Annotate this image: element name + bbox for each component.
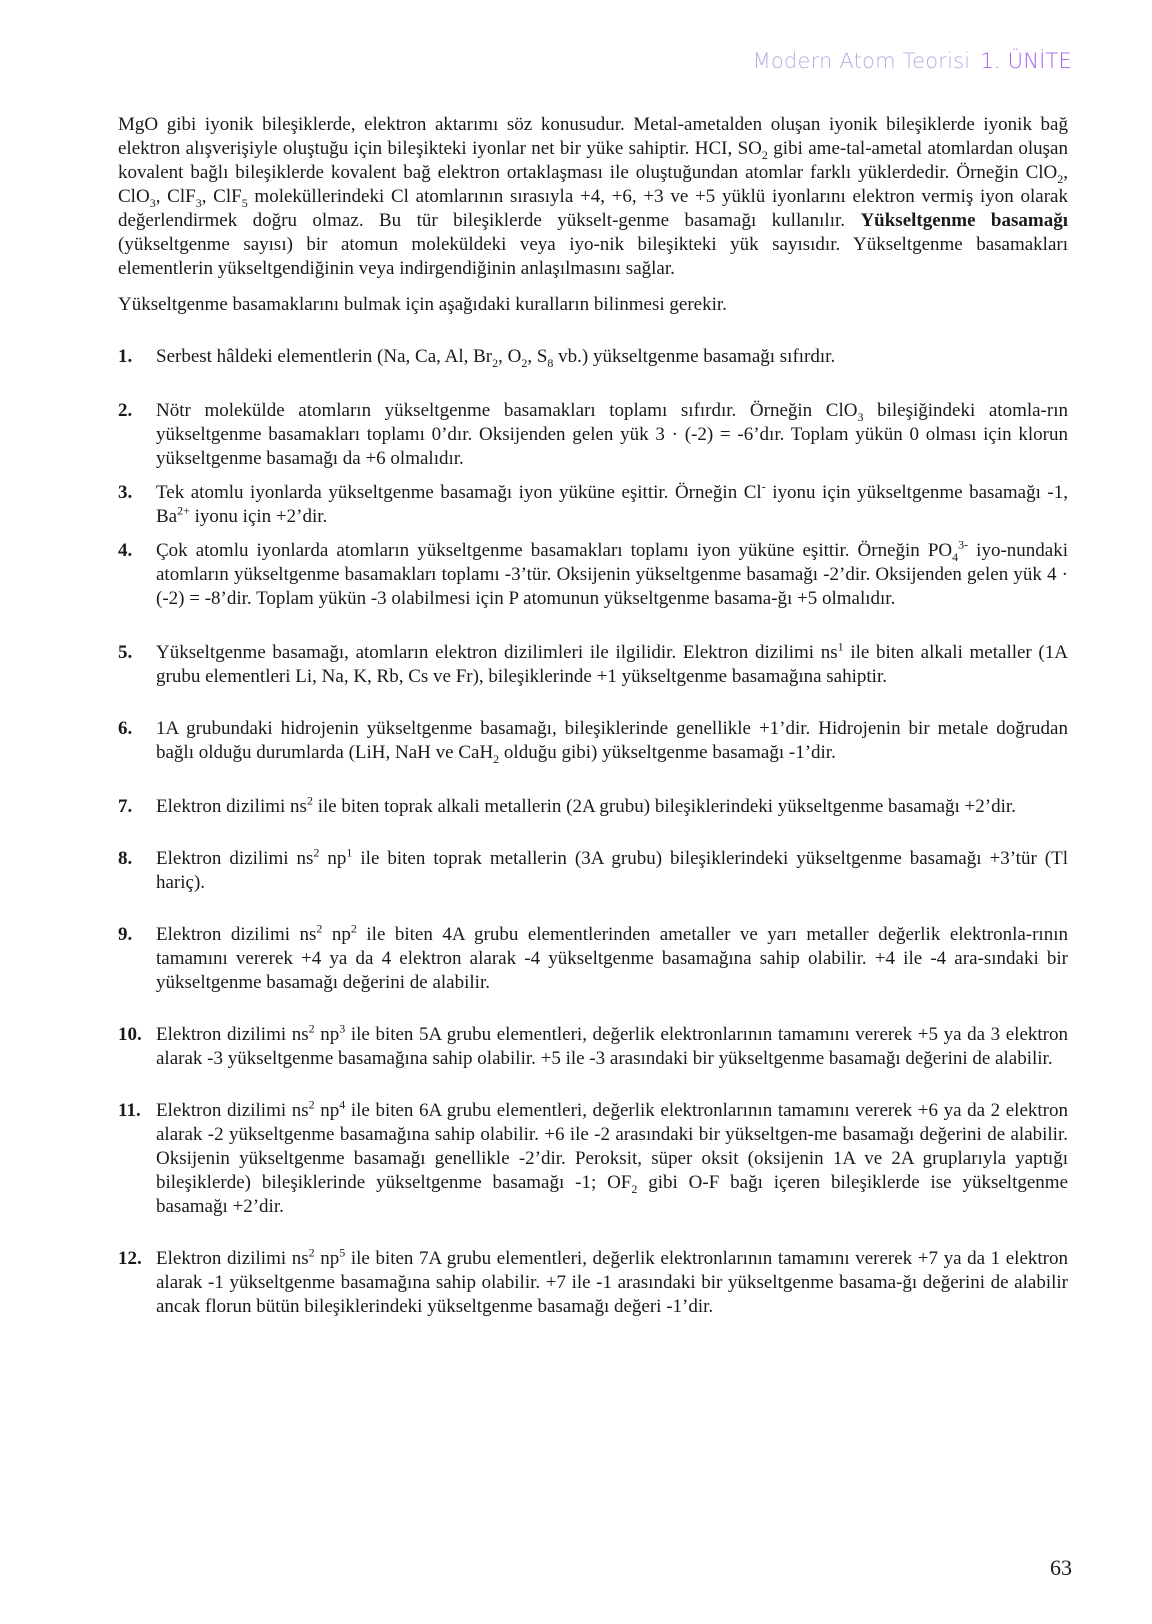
subscript: 8 bbox=[547, 355, 554, 370]
text-run: np bbox=[314, 1100, 340, 1121]
text-run: ile biten 5A grubu elementleri, değerlik elektronlarının tamamını vererek +5 ya da 3 elektron alarak -3 yükseltgenme basamağına sahip olabilir. +5 ile -3 arasındaki bir yükseltgenme basamağı değerini de alabilir. bbox=[156, 1024, 1068, 1069]
unit-label: 1. ÜNİTE bbox=[980, 49, 1072, 73]
running-header bbox=[753, 49, 1072, 73]
subscript: 3 bbox=[195, 195, 202, 210]
text-run: iyonu için +2’dir. bbox=[189, 506, 328, 527]
text-run: , ClF bbox=[155, 186, 196, 207]
subscript: 4 bbox=[952, 549, 959, 564]
text-run: Elektron dizilimi ns bbox=[156, 1024, 309, 1045]
rule-item bbox=[118, 641, 1068, 689]
text-run: moleküllerindeki Cl atomlarının sırasıyla +4, +6, +3 ve +5 yüklü iyonlarını elektron vermiş iyon olarak değerlendirmek doğru olmaz. Bu tür bileşiklerde yükselt-genme basamağı kullanılır. bbox=[118, 186, 1068, 231]
text-run: Nötr molekülde atomların yükseltgenme basamakları toplamı sıfırdır. Örneğin ClO bbox=[156, 400, 858, 421]
text-run: np bbox=[319, 848, 347, 869]
superscript: 1 bbox=[346, 845, 353, 860]
text-run: np bbox=[314, 1024, 340, 1045]
subscript: 3 bbox=[857, 409, 864, 424]
subscript: 2 bbox=[631, 1181, 638, 1196]
text-run: iyonu için yükseltgenme basamağı -1, Ba bbox=[156, 482, 1068, 527]
text-run: vb.) yükseltgenme basamağı sıfırdır. bbox=[553, 346, 836, 367]
rule-number: 7. bbox=[118, 796, 133, 817]
subscript: 2 bbox=[492, 355, 499, 370]
superscript: 4 bbox=[339, 1097, 346, 1112]
intro-paragraph bbox=[118, 113, 1068, 281]
text-run: Tek atomlu iyonlarda yükseltgenme basamağı iyon yüküne eşittir. Örneğin Cl bbox=[156, 482, 762, 503]
subscript: 2 bbox=[493, 751, 500, 766]
text-run: ile biten alkali metaller (1A grubu elementleri Li, Na, K, Rb, Cs ve Fr), bileşiklerinde +1 yükseltgenme basamağına sahiptir. bbox=[156, 642, 1068, 687]
text-run: Elektron dizilimi ns bbox=[156, 1100, 309, 1121]
rule-number: 3. bbox=[118, 482, 133, 503]
rule-item bbox=[118, 1099, 1068, 1219]
superscript: 2 bbox=[308, 1245, 315, 1260]
text-run: ile biten 6A grubu elementleri, değerlik elektronlarının tamamını vererek +6 ya da 2 elektron alarak -2 yükseltgenme basamağına sahip olabilir. +6 ile -2 arasındaki bir yükseltgen-me basamağı değerini de alabilir. Oksijenin yükseltgenme basamağı genellikle -2’dir. Peroksit, süper oksit (oksijenin 1A ve 2A gruplarıyla yaptığı bileşiklerde) bileşiklerinde yükseltgenme basamağı -1; OF bbox=[156, 1100, 1068, 1193]
rule-item bbox=[118, 345, 1068, 369]
rule-number: 4. bbox=[118, 540, 133, 561]
text-run: ile biten 7A grubu elementleri, değerlik elektronlarının tamamını vererek +7 ya da 1 elektron alarak -1 yükseltgenme basamağına sahip olabilir. +7 ile -1 arasındaki bir yükseltgenme basama-ğı değerini de alabilir ancak florun bütün bileşiklerindeki yükseltgenme basamağı değeri -1’dir. bbox=[156, 1248, 1068, 1317]
rule-number: 11. bbox=[118, 1100, 141, 1121]
rule-item bbox=[118, 717, 1068, 765]
text-run: np bbox=[314, 1248, 340, 1269]
subscript: 2 bbox=[521, 355, 528, 370]
text-run: ile biten 4A grubu elementlerinden ametaller ve yarı metaller değerlik elektronla-rının tamamını vererek +4 ya da 4 elektron alarak -4 yükseltgenme basamağına sahip olabilir. +4 ile -4 ara-sındaki bir yükseltgenme basamağı değerini de alabilir. bbox=[156, 924, 1068, 993]
rule-number: 6. bbox=[118, 718, 133, 739]
superscript: 1 bbox=[837, 639, 844, 654]
superscript: 2 bbox=[308, 1097, 315, 1112]
rule-number: 10. bbox=[118, 1024, 142, 1045]
text-run: , O bbox=[498, 346, 522, 367]
rule-item bbox=[118, 923, 1068, 995]
text-run: , S bbox=[527, 346, 548, 367]
subscript: 2 bbox=[761, 147, 768, 162]
superscript: 2 bbox=[316, 921, 323, 936]
text-run: 1A grubundaki hidrojenin yükseltgenme basamağı, bileşiklerinde genellikle +1’dir. Hidrojenin bir metale doğrudan bağlı olduğu durumlarda (LiH, NaH ve CaH bbox=[156, 718, 1068, 763]
page-number: 63 bbox=[1050, 1555, 1072, 1580]
text-run: np bbox=[322, 924, 351, 945]
rule-item bbox=[118, 1247, 1068, 1319]
rule-number: 12. bbox=[118, 1248, 142, 1269]
text-run: Elektron dizilimi ns bbox=[156, 848, 314, 869]
rules-list bbox=[118, 345, 1068, 1319]
text-run: ile biten toprak metallerin (3A grubu) bileşiklerindeki yükseltgenme basamağı +3’tür (Tl hariç). bbox=[156, 848, 1068, 893]
rule-number: 9. bbox=[118, 924, 133, 945]
subscript: 2 bbox=[1057, 171, 1064, 186]
text-run: , ClF bbox=[201, 186, 242, 207]
text-run: Elektron dizilimi ns bbox=[156, 1248, 309, 1269]
rule-item bbox=[118, 399, 1068, 471]
rule-number: 5. bbox=[118, 642, 133, 663]
superscript: 2 bbox=[313, 845, 320, 860]
text-run: iyo-nundaki atomların yükseltgenme basamakları toplamı -3’tür. Oksijenin yükseltgenme basamağı -2’dir. Oksijenden gelen yük 4 · (-2) = -8’dir. Toplam yükün -3 olabilmesi için P atomunun yükseltgenme basama-ğı +5 olmalıdır. bbox=[156, 540, 1068, 609]
subscript: 3 bbox=[149, 195, 156, 210]
text-run: gibi ame-tal-ametal atomlardan oluşan kovalent bağlı bileşiklerde kovalent bağ elektron ortaklaşması ile oluştuğundan atomlar farklı yüklerdedir. Örneğin ClO bbox=[118, 138, 1068, 183]
text-run: ile biten toprak alkali metallerin (2A grubu) bileşiklerindeki yükseltgenme basamağı +2’dir. bbox=[312, 796, 1016, 817]
rule-number: 8. bbox=[118, 848, 133, 869]
superscript: 2 bbox=[350, 921, 357, 936]
superscript: 2 bbox=[308, 1021, 315, 1036]
text-run: bileşiğindeki atomla-rın yükseltgenme basamakları toplamı 0’dır. Oksijenden gelen yük 3 · (-2) = -6’dır. Toplam yükün 0 olması için klorun yükseltgenme basamağı da +6 olmalıdır. bbox=[156, 400, 1068, 469]
superscript: 5 bbox=[339, 1245, 346, 1260]
superscript: 2+ bbox=[177, 503, 190, 518]
superscript: 3- bbox=[958, 537, 969, 552]
subscript: 5 bbox=[241, 195, 248, 210]
text-run: Çok atomlu iyonlarda atomların yükseltgenme basamakları toplamı iyon yüküne eşittir. Örneğin PO bbox=[156, 540, 953, 561]
chapter-title: Modern Atom Teorisi bbox=[752, 49, 971, 73]
body-text bbox=[118, 113, 1068, 1319]
text-run: , ClO bbox=[118, 162, 1068, 207]
text-run: (yükseltgenme sayısı) bir atomun moleküldeki veya iyo-nik bileşikteki yük sayısıdır. Yükseltgenme basamakları elementlerin yükseltgendiğinin veya indirgendiğinin anlaşılmasını sağlar. bbox=[118, 234, 1068, 279]
rule-item bbox=[118, 1023, 1068, 1071]
text-run: Elektron dizilimi ns bbox=[156, 796, 307, 817]
rule-item bbox=[118, 847, 1068, 895]
rule-item bbox=[118, 539, 1068, 611]
rules-intro: Yükseltgenme basamaklarını bulmak için aşağıdaki kuralların bilinmesi gerekir. bbox=[118, 294, 727, 315]
text-run: Yükseltgenme basamağı, atomların elektron dizilimleri ile ilgilidir. Elektron dizilimi ns bbox=[156, 642, 838, 663]
superscript: - bbox=[761, 479, 766, 494]
rule-number: 2. bbox=[118, 400, 133, 421]
rule-item bbox=[118, 795, 1068, 819]
definition-term: Yükseltgenme basamağı bbox=[860, 210, 1068, 231]
text-run: MgO gibi iyonik bileşiklerde, elektron aktarımı söz konusudur. Metal-ametalden oluşan iyonik bileşiklerde iyonik bağ elektron alışverişiyle oluştuğu için bileşikteki iyonlar net bir yüke sahiptir. HCI, SO bbox=[118, 114, 1068, 159]
rule-item bbox=[118, 481, 1068, 529]
text-run: olduğu gibi) yükseltgenme basamağı -1’dir. bbox=[499, 742, 836, 763]
rule-number: 1. bbox=[118, 346, 133, 367]
superscript: 3 bbox=[339, 1021, 346, 1036]
text-run: Elektron dizilimi ns bbox=[156, 924, 317, 945]
text-run: Serbest hâldeki elementlerin (Na, Ca, Al, Br bbox=[156, 346, 493, 367]
text-run: gibi O-F bağı içeren bileşiklerde ise yükseltgenme basamağı +2’dir. bbox=[156, 1172, 1069, 1217]
superscript: 2 bbox=[306, 793, 313, 808]
